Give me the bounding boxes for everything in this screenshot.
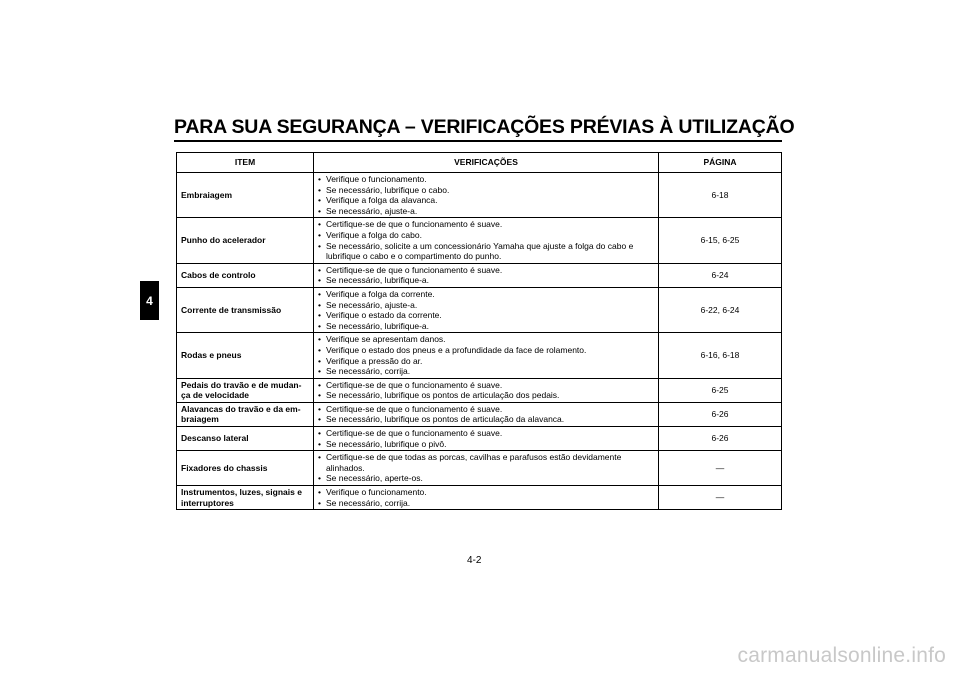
checks-cell [314,451,659,486]
check-item: • Se necessário, lubrifique o pivô. [318,439,654,450]
page-reference-cell: 6-24 [659,263,782,287]
item-cell: Rodas e pneus [177,333,314,378]
checks-cell [314,427,659,451]
column-header-checks: VERIFICAÇÕES [314,153,659,173]
check-item: • Verifique o estado dos pneus e a profundidade da face de rolamento. [318,345,654,356]
column-header-item: ITEM [177,153,314,173]
table-row [177,173,782,218]
check-list [318,289,654,331]
checks-cell [314,218,659,263]
item-cell: Pedais do travão e de mudan-ça de velocidade [177,378,314,402]
check-list [318,428,654,449]
checks-cell [314,402,659,426]
page-reference-cell: — [659,486,782,510]
checks-cell [314,486,659,510]
check-list [318,265,654,286]
table-row [177,402,782,426]
item-cell: Corrente de transmissão [177,287,314,332]
item-cell: Punho do acelerador [177,218,314,263]
check-item: • Verifique a pressão do ar. [318,356,654,367]
table-header-row [177,153,782,173]
page-reference-cell: 6-15, 6-25 [659,218,782,263]
page-title: PARA SUA SEGURANÇA – VERIFICAÇÕES PRÉVIAS À UTILIZAÇÃO [174,116,795,138]
check-item: • Certifique-se de que o funcionamento é suave. [318,265,654,276]
check-item: • Se necessário, solicite a um concessionário Yamaha que ajuste a folga do cabo e lubrifique o cabo e o compartimento do punho. [318,241,654,262]
item-cell: Cabos de controlo [177,263,314,287]
check-list [318,404,654,425]
checks-cell [314,263,659,287]
item-cell: Fixadores do chassis [177,451,314,486]
page-reference-cell: 6-16, 6-18 [659,333,782,378]
page-reference-cell: 6-22, 6-24 [659,287,782,332]
page-number: 4-2 [467,555,482,566]
check-item: • Verifique o estado da corrente. [318,310,654,321]
item-cell: Alavancas do travão e da em-braiagem [177,402,314,426]
checks-cell [314,173,659,218]
page-reference-cell: — [659,451,782,486]
table-row [177,287,782,332]
check-list [318,334,654,376]
check-item: • Certifique-se de que o funcionamento é suave. [318,380,654,391]
column-header-page: PÁGINA [659,153,782,173]
check-item: • Se necessário, lubrifique-a. [318,275,654,286]
check-item: • Se necessário, lubrifique-a. [318,321,654,332]
table-row [177,486,782,510]
title-rule [174,140,782,142]
checks-table [176,152,782,510]
check-item: • Se necessário, ajuste-a. [318,206,654,217]
checks-cell [314,378,659,402]
checks-cell [314,287,659,332]
page-reference-cell: 6-26 [659,427,782,451]
table-row [177,427,782,451]
check-list [318,219,654,261]
check-item: • Se necessário, corrija. [318,366,654,377]
page-reference-cell: 6-18 [659,173,782,218]
table-row [177,451,782,486]
check-item: • Verifique a folga da corrente. [318,289,654,300]
item-cell: Embraiagem [177,173,314,218]
item-cell: Descanso lateral [177,427,314,451]
table-row [177,218,782,263]
check-item: • Se necessário, lubrifique os pontos de articulação dos pedais. [318,390,654,401]
check-item: • Se necessário, ajuste-a. [318,300,654,311]
table-row [177,263,782,287]
check-item: • Se necessário, corrija. [318,498,654,509]
watermark: carmanualsonline.info [737,644,946,667]
check-list [318,174,654,216]
check-item: • Verifique o funcionamento. [318,487,654,498]
check-item: • Verifique a folga do cabo. [318,230,654,241]
check-list [318,452,654,484]
page-reference-cell: 6-25 [659,378,782,402]
check-item: • Se necessário, aperte-os. [318,473,654,484]
check-item: • Verifique a folga da alavanca. [318,195,654,206]
table-row [177,378,782,402]
check-item: • Certifique-se de que todas as porcas, cavilhas e parafusos estão devidamente alinhados. [318,452,654,473]
check-item: • Verifique o funcionamento. [318,174,654,185]
chapter-tab: 4 [140,281,159,320]
item-cell: Instrumentos, luzes, signais e interruptores [177,486,314,510]
check-list [318,380,654,401]
check-item: • Certifique-se de que o funcionamento é suave. [318,404,654,415]
check-item: • Verifique se apresentam danos. [318,334,654,345]
check-item: • Certifique-se de que o funcionamento é suave. [318,219,654,230]
check-list [318,487,654,508]
checks-cell [314,333,659,378]
table-row [177,333,782,378]
check-item: • Se necessário, lubrifique o cabo. [318,185,654,196]
check-item: • Certifique-se de que o funcionamento é suave. [318,428,654,439]
check-item: • Se necessário, lubrifique os pontos de articulação da alavanca. [318,414,654,425]
page-reference-cell: 6-26 [659,402,782,426]
